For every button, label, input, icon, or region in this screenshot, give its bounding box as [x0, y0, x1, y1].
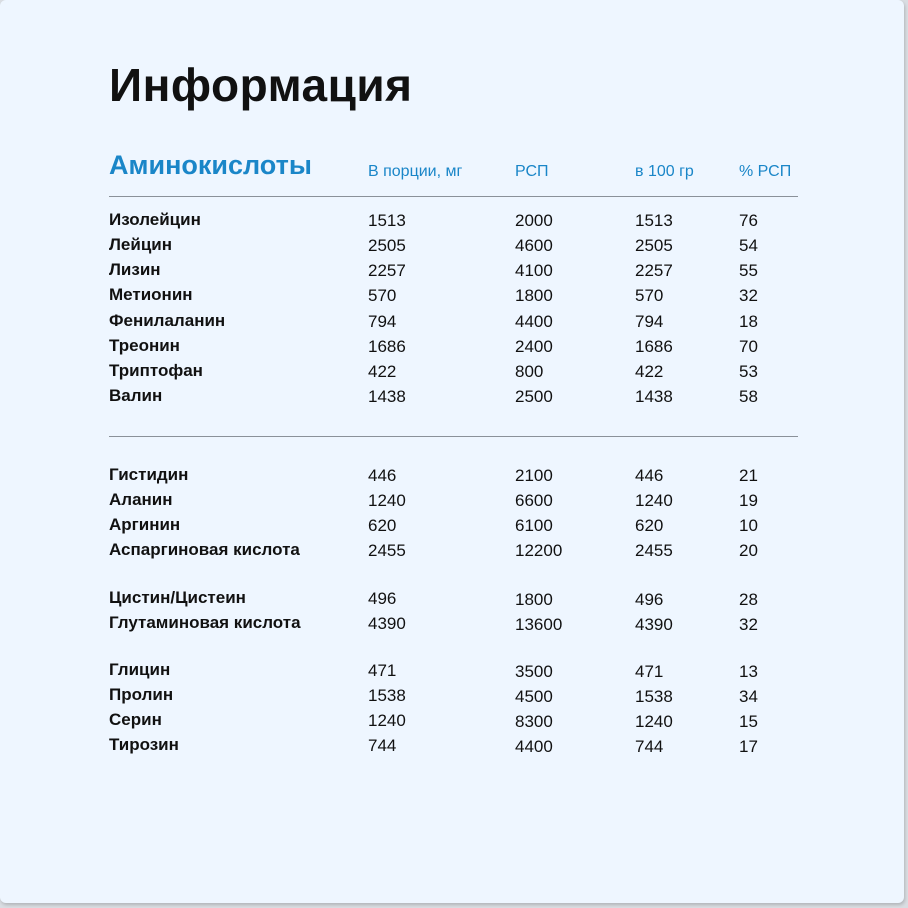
row-pct: 58: [739, 387, 758, 406]
page-title: Информация: [109, 59, 413, 111]
row-pct: 13: [739, 662, 758, 681]
row-pct: 54: [739, 236, 758, 255]
row-portion: 2455: [368, 541, 406, 560]
row-per100: 1686: [635, 337, 673, 356]
row-portion: 1240: [368, 491, 406, 510]
row-rsp: 13600: [515, 615, 563, 634]
row-portion: 570: [368, 286, 397, 305]
row-rsp: 2500: [515, 387, 553, 406]
row-portion: 744: [368, 736, 397, 755]
row-portion: 620: [368, 516, 397, 535]
row-pct: 19: [739, 491, 758, 510]
row-rsp: 3500: [515, 662, 553, 681]
row-per100: 422: [635, 362, 664, 381]
row-name: Глутаминовая кислота: [109, 613, 301, 632]
row-rsp: 8300: [515, 712, 553, 731]
row-name: Валин: [109, 386, 163, 405]
row-name: Треонин: [109, 336, 180, 355]
row-rsp: 1800: [515, 590, 553, 609]
row-rsp: 800: [515, 362, 544, 381]
row-name: Фенилаланин: [109, 311, 226, 330]
row-per100: 471: [635, 662, 664, 681]
group-divider: [109, 436, 798, 437]
row-per100: 1538: [635, 687, 673, 706]
row-rsp: 1800: [515, 286, 553, 305]
row-name: Метионин: [109, 285, 193, 304]
row-rsp: 2000: [515, 211, 553, 230]
row-per100: 794: [635, 312, 664, 331]
row-pct: 32: [739, 286, 758, 305]
row-name: Изолейцин: [109, 210, 201, 229]
row-name: Пролин: [109, 685, 174, 704]
row-portion: 422: [368, 362, 397, 381]
row-per100: 1513: [635, 211, 673, 230]
row-rsp: 4600: [515, 236, 553, 255]
row-name: Триптофан: [109, 361, 203, 380]
row-rsp: 4400: [515, 312, 553, 331]
row-per100: 1438: [635, 387, 673, 406]
row-per100: 2257: [635, 261, 673, 280]
row-portion: 1686: [368, 337, 406, 356]
row-pct: 17: [739, 737, 758, 756]
row-pct: 32: [739, 615, 758, 634]
row-rsp: 12200: [515, 541, 563, 560]
row-portion: 794: [368, 312, 397, 331]
row-per100: 620: [635, 516, 664, 535]
row-name: Лизин: [109, 260, 161, 279]
row-name: Серин: [109, 710, 162, 729]
row-pct: 55: [739, 261, 758, 280]
row-pct: 34: [739, 687, 758, 706]
row-pct: 76: [739, 211, 758, 230]
row-pct: 53: [739, 362, 758, 381]
row-per100: 2505: [635, 236, 673, 255]
row-portion: 2505: [368, 236, 406, 255]
row-pct: 20: [739, 541, 758, 560]
row-portion: 1240: [368, 711, 406, 730]
row-name: Тирозин: [109, 735, 179, 754]
column-header-pct: % РСП: [739, 163, 792, 180]
header-divider: [109, 196, 798, 197]
row-rsp: 6600: [515, 491, 553, 510]
column-header-portion: В порции, мг: [368, 163, 463, 180]
row-pct: 10: [739, 516, 758, 535]
row-portion: 446: [368, 466, 397, 485]
row-name: Цистин/Цистеин: [109, 588, 246, 607]
row-per100: 1240: [635, 491, 673, 510]
row-rsp: 4100: [515, 261, 553, 280]
row-name: Глицин: [109, 660, 171, 679]
row-per100: 744: [635, 737, 664, 756]
row-rsp: 4400: [515, 737, 553, 756]
row-per100: 446: [635, 466, 664, 485]
row-portion: 1513: [368, 211, 406, 230]
row-per100: 1240: [635, 712, 673, 731]
row-per100: 496: [635, 590, 664, 609]
row-pct: 21: [739, 466, 758, 485]
row-rsp: 2100: [515, 466, 553, 485]
row-name: Аргинин: [109, 515, 181, 534]
row-portion: 2257: [368, 261, 406, 280]
table-heading: Аминокислоты: [109, 150, 312, 180]
row-name: Аспаргиновая кислота: [109, 540, 300, 559]
row-rsp: 6100: [515, 516, 553, 535]
row-name: Гистидин: [109, 465, 189, 484]
row-portion: 1538: [368, 686, 406, 705]
row-pct: 70: [739, 337, 758, 356]
row-portion: 4390: [368, 614, 406, 633]
row-pct: 28: [739, 590, 758, 609]
column-header-per100: в 100 гр: [635, 163, 694, 180]
row-portion: 1438: [368, 387, 406, 406]
row-per100: 570: [635, 286, 664, 305]
row-pct: 18: [739, 312, 758, 331]
row-per100: 4390: [635, 615, 673, 634]
row-per100: 2455: [635, 541, 673, 560]
row-portion: 496: [368, 589, 397, 608]
row-rsp: 2400: [515, 337, 553, 356]
row-pct: 15: [739, 712, 758, 731]
column-header-rsp: РСП: [515, 163, 549, 180]
row-portion: 471: [368, 661, 397, 680]
row-name: Лейцин: [109, 235, 173, 254]
row-name: Аланин: [109, 490, 173, 509]
row-rsp: 4500: [515, 687, 553, 706]
